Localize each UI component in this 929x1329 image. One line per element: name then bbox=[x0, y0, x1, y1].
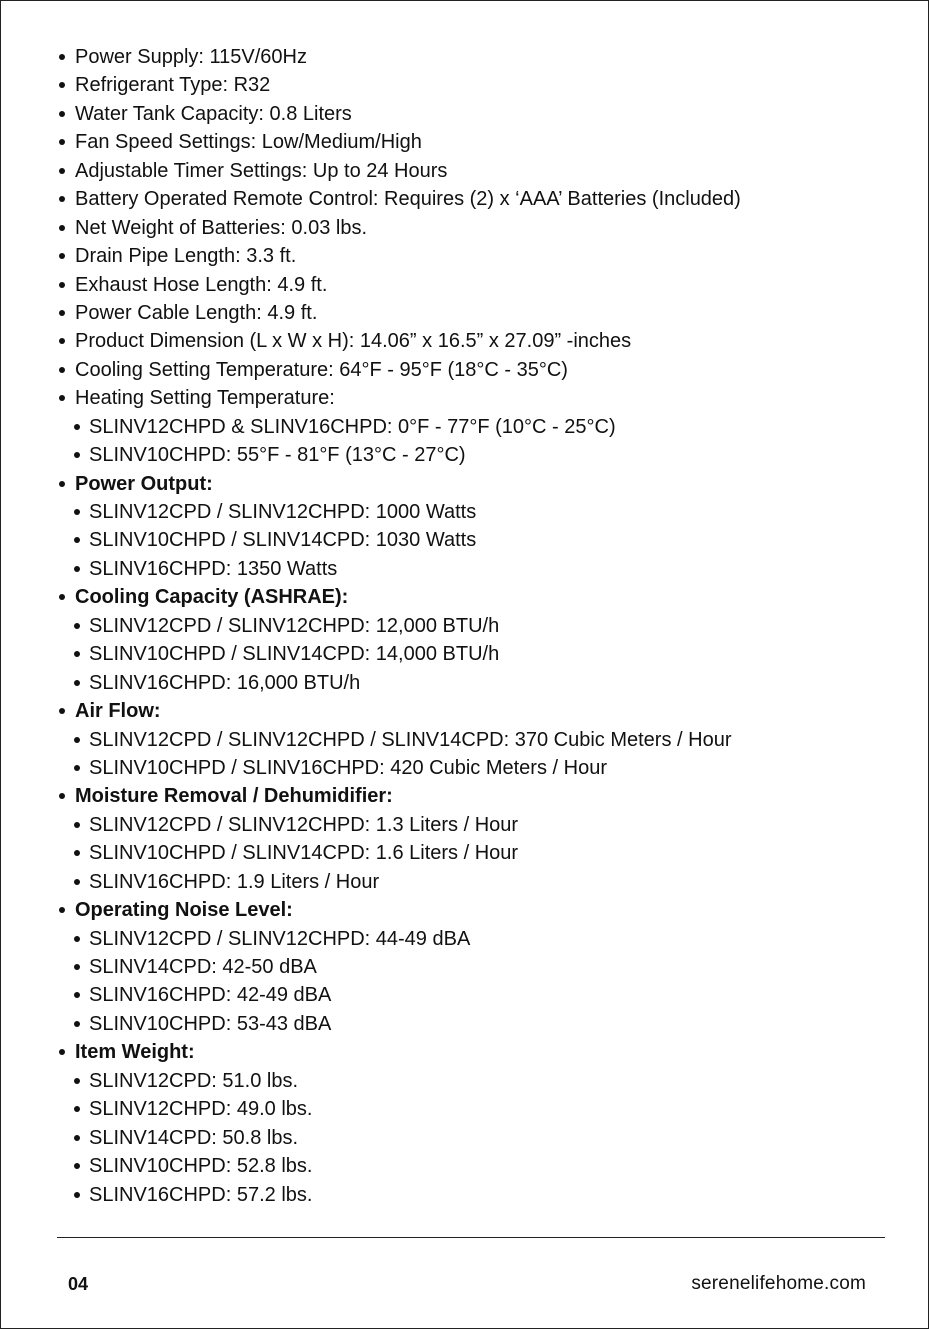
spec-heading-label: Item Weight: bbox=[75, 1041, 195, 1064]
footer-divider bbox=[57, 1237, 885, 1238]
spec-text: SLINV12CHPD & SLINV16CHPD: 0°F - 77°F (10°C - 25°C) bbox=[89, 415, 616, 438]
bullet-icon bbox=[59, 907, 65, 913]
spec-text: SLINV16CHPD: 57.2 lbs. bbox=[89, 1183, 313, 1206]
spec-subitem bbox=[59, 555, 741, 583]
spec-item bbox=[59, 128, 741, 156]
spec-text: Drain Pipe Length: 3.3 ft. bbox=[75, 245, 297, 268]
spec-text: SLINV12CPD / SLINV12CHPD: 44-49 dBA bbox=[89, 927, 471, 950]
bullet-icon bbox=[59, 367, 65, 373]
spec-text: SLINV10CHPD / SLINV14CPD: 1.6 Liters / Hour bbox=[89, 842, 519, 865]
specifications-list bbox=[59, 43, 741, 1209]
spec-text: SLINV12CPD: 51.0 lbs. bbox=[89, 1069, 298, 1092]
spec-subitem bbox=[59, 868, 741, 896]
bullet-icon bbox=[74, 964, 80, 970]
spec-text: SLINV16CHPD: 1350 Watts bbox=[89, 557, 338, 580]
spec-subitem bbox=[59, 839, 741, 867]
spec-heading bbox=[59, 782, 741, 810]
bullet-icon bbox=[74, 765, 80, 771]
bullet-icon bbox=[59, 338, 65, 344]
spec-heading-label: Power Output: bbox=[75, 472, 213, 495]
spec-text: Power Cable Length: 4.9 ft. bbox=[75, 301, 318, 324]
bullet-icon bbox=[59, 54, 65, 60]
bullet-icon bbox=[74, 936, 80, 942]
bullet-icon bbox=[59, 481, 65, 487]
bullet-icon bbox=[74, 737, 80, 743]
bullet-icon bbox=[59, 253, 65, 259]
spec-subitem bbox=[59, 1095, 741, 1123]
spec-text: Heating Setting Temperature: bbox=[75, 387, 335, 410]
spec-subitem bbox=[59, 640, 741, 668]
spec-subitem bbox=[59, 441, 741, 469]
spec-heading-label: Operating Noise Level: bbox=[75, 899, 293, 922]
spec-heading bbox=[59, 697, 741, 725]
spec-subitem bbox=[59, 953, 741, 981]
bullet-icon bbox=[59, 708, 65, 714]
bullet-icon bbox=[74, 1163, 80, 1169]
bullet-icon bbox=[59, 82, 65, 88]
spec-text: SLINV10CHPD: 55°F - 81°F (13°C - 27°C) bbox=[89, 444, 466, 467]
spec-subitem bbox=[59, 1181, 741, 1209]
spec-subitem bbox=[59, 1067, 741, 1095]
spec-text: SLINV12CPD / SLINV12CHPD: 1000 Watts bbox=[89, 501, 477, 523]
spec-item bbox=[59, 43, 741, 71]
bullet-icon bbox=[74, 509, 80, 515]
spec-text: SLINV10CHPD: 52.8 lbs. bbox=[89, 1155, 313, 1178]
bullet-icon bbox=[59, 1049, 65, 1055]
spec-subitem bbox=[59, 925, 741, 953]
bullet-icon bbox=[59, 139, 65, 145]
bullet-icon bbox=[59, 225, 65, 231]
spec-item bbox=[59, 100, 741, 128]
page-number: 04 bbox=[68, 1274, 89, 1294]
spec-heading-label: Air Flow: bbox=[75, 700, 161, 723]
spec-subitem bbox=[59, 526, 741, 554]
spec-text: Power Supply: 115V/60Hz bbox=[75, 46, 307, 68]
bullet-icon bbox=[74, 680, 80, 686]
spec-subitem bbox=[59, 413, 741, 441]
bullet-icon bbox=[74, 651, 80, 657]
spec-subitem bbox=[59, 726, 741, 754]
spec-text: Refrigerant Type: R32 bbox=[75, 74, 271, 97]
spec-heading-label: Cooling Capacity (ASHRAE): bbox=[75, 586, 349, 609]
spec-item bbox=[59, 214, 741, 242]
bullet-icon bbox=[59, 310, 65, 316]
spec-subitem bbox=[59, 1124, 741, 1152]
spec-subitem bbox=[59, 1010, 741, 1038]
bullet-icon bbox=[59, 168, 65, 174]
bullet-icon bbox=[59, 196, 65, 202]
spec-text: Water Tank Capacity: 0.8 Liters bbox=[75, 102, 352, 125]
bullet-icon bbox=[74, 992, 80, 998]
bullet-icon bbox=[59, 111, 65, 117]
bullet-icon bbox=[74, 1192, 80, 1198]
spec-subitem bbox=[59, 498, 741, 526]
spec-subitem bbox=[59, 981, 741, 1009]
spec-text: SLINV14CPD: 50.8 lbs. bbox=[89, 1126, 298, 1149]
bullet-icon bbox=[59, 793, 65, 799]
spec-subitem bbox=[59, 1152, 741, 1180]
spec-text: SLINV10CHPD: 53-43 dBA bbox=[89, 1012, 332, 1035]
spec-text: Adjustable Timer Settings: Up to 24 Hours bbox=[75, 159, 448, 182]
spec-text: SLINV14CPD: 42-50 dBA bbox=[89, 956, 317, 978]
bullet-icon bbox=[74, 566, 80, 572]
spec-heading bbox=[59, 470, 741, 498]
spec-item bbox=[59, 271, 741, 299]
spec-text: Product Dimension (L x W x H): 14.06” x 16.5” x 27.09” -inches bbox=[75, 330, 632, 353]
spec-heading bbox=[59, 896, 741, 924]
spec-subitem bbox=[59, 754, 741, 782]
bullet-icon bbox=[74, 850, 80, 856]
spec-subitem bbox=[59, 811, 741, 839]
spec-text: Fan Speed Settings: Low/Medium/High bbox=[75, 131, 422, 154]
spec-text: SLINV12CPD / SLINV12CHPD: 12,000 BTU/h bbox=[89, 614, 500, 637]
spec-text: SLINV16CHPD: 42-49 dBA bbox=[89, 984, 332, 1007]
spec-text: SLINV10CHPD / SLINV14CPD: 14,000 BTU/h bbox=[89, 643, 500, 666]
spec-item bbox=[59, 157, 741, 185]
website-url: serenelifehome.com bbox=[691, 1273, 866, 1294]
spec-text: Cooling Setting Temperature: 64°F - 95°F (18°C - 35°C) bbox=[75, 358, 568, 381]
bullet-icon bbox=[74, 452, 80, 458]
bullet-icon bbox=[59, 594, 65, 600]
bullet-icon bbox=[74, 822, 80, 828]
bullet-icon bbox=[74, 1021, 80, 1027]
spec-item bbox=[59, 299, 741, 327]
bullet-icon bbox=[74, 537, 80, 543]
spec-text: SLINV10CHPD / SLINV14CPD: 1030 Watts bbox=[89, 529, 477, 552]
spec-text: Net Weight of Batteries: 0.03 lbs. bbox=[75, 216, 368, 239]
spec-text: SLINV12CHPD: 49.0 lbs. bbox=[89, 1098, 313, 1121]
bullet-icon bbox=[74, 1106, 80, 1112]
spec-item bbox=[59, 327, 741, 355]
spec-text: SLINV16CHPD: 1.9 Liters / Hour bbox=[89, 870, 380, 893]
spec-item bbox=[59, 356, 741, 384]
spec-item bbox=[59, 71, 741, 99]
spec-item bbox=[59, 242, 741, 270]
spec-text: Battery Operated Remote Control: Requires (2) x ‘AAA’ Batteries (Included) bbox=[75, 188, 741, 211]
spec-subitem bbox=[59, 669, 741, 697]
spec-item bbox=[59, 384, 741, 412]
spec-text: SLINV10CHPD / SLINV16CHPD: 420 Cubic Meters / Hour bbox=[89, 756, 607, 779]
bullet-icon bbox=[59, 282, 65, 288]
bullet-icon bbox=[74, 1078, 80, 1084]
spec-heading-label: Moisture Removal / Dehumidifier: bbox=[75, 785, 393, 808]
spec-heading bbox=[59, 1038, 741, 1066]
bullet-icon bbox=[74, 879, 80, 885]
bullet-icon bbox=[74, 1135, 80, 1141]
spec-text: SLINV12CPD / SLINV12CHPD: 1.3 Liters / Hour bbox=[89, 813, 519, 836]
spec-text: SLINV12CPD / SLINV12CHPD / SLINV14CPD: 370 Cubic Meters / Hour bbox=[89, 728, 732, 751]
bullet-icon bbox=[74, 623, 80, 629]
spec-subitem bbox=[59, 612, 741, 640]
spec-item bbox=[59, 185, 741, 213]
bullet-icon bbox=[74, 424, 80, 430]
bullet-icon bbox=[59, 395, 65, 401]
spec-text: Exhaust Hose Length: 4.9 ft. bbox=[75, 273, 328, 296]
spec-text: SLINV16CHPD: 16,000 BTU/h bbox=[89, 671, 361, 694]
spec-heading bbox=[59, 583, 741, 611]
